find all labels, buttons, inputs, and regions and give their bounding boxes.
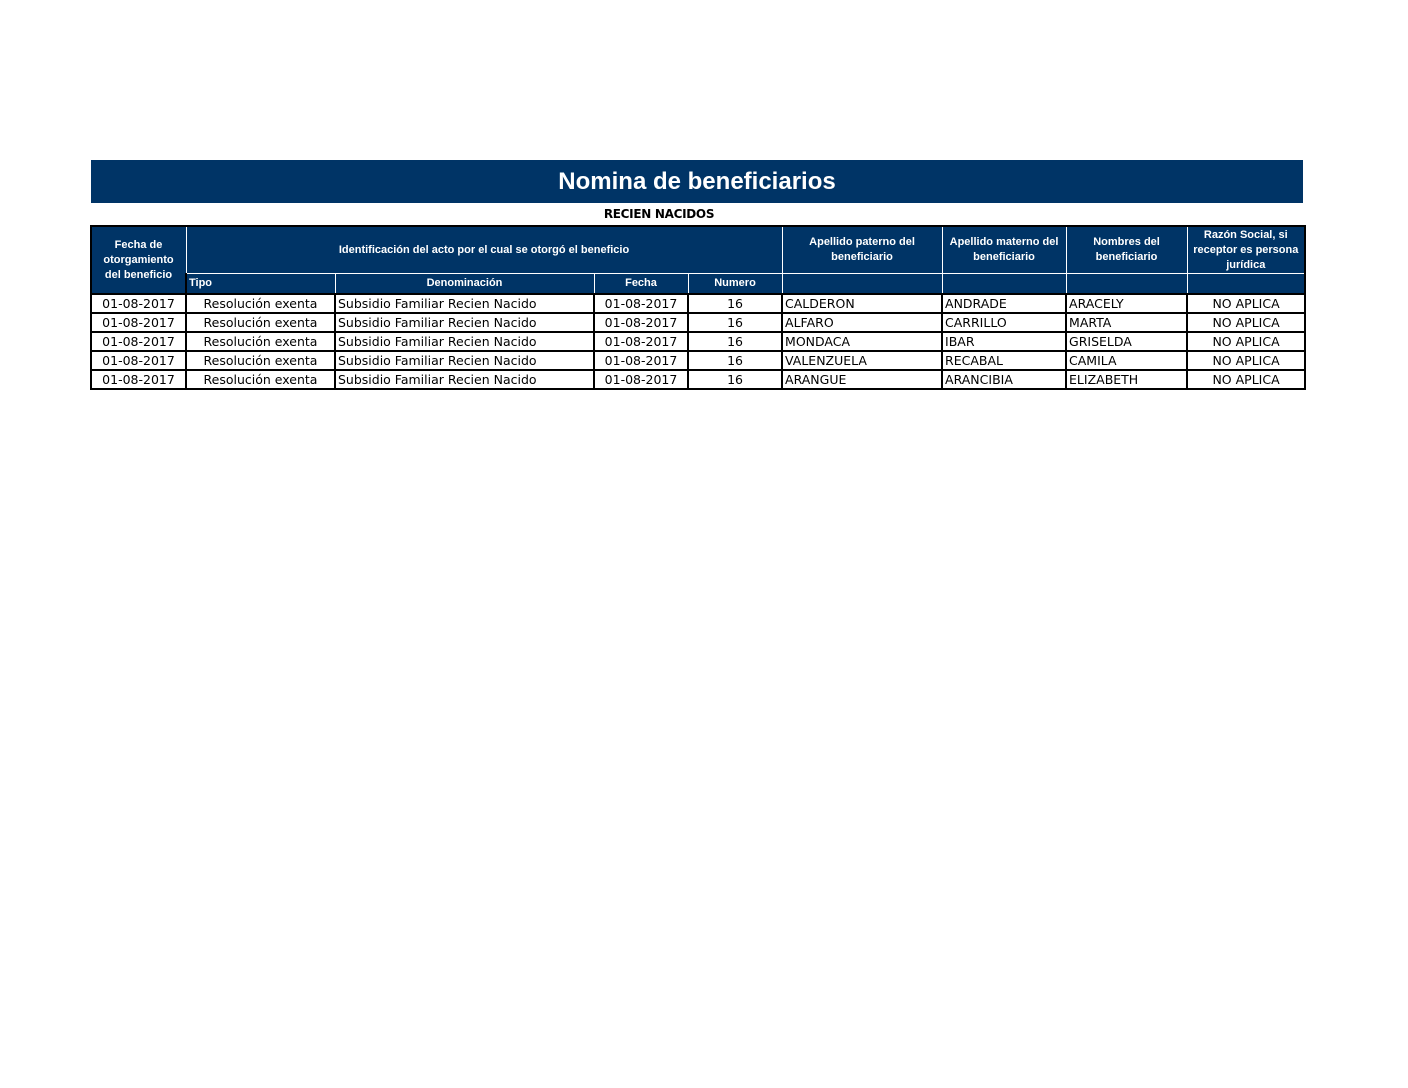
- subheader-empty: [942, 274, 1066, 295]
- subheader-empty: [782, 274, 942, 295]
- beneficiaries-table: [90, 225, 1306, 390]
- cell-razon-social: NO APLICA: [1187, 351, 1305, 370]
- header-row-sub: [91, 274, 1305, 295]
- cell-apellido-materno: ANDRADE: [942, 294, 1066, 313]
- cell-fecha-otorgamiento: 01-08-2017: [91, 351, 186, 370]
- cell-apellido-paterno: CALDERON: [782, 294, 942, 313]
- subheader-denominacion: Denominación: [335, 274, 594, 295]
- cell-apellido-materno: ARANCIBIA: [942, 370, 1066, 389]
- cell-nombres: MARTA: [1066, 313, 1187, 332]
- subheader-empty: [1187, 274, 1305, 295]
- cell-apellido-paterno: ARANGUE: [782, 370, 942, 389]
- header-apellido-materno: Apellido materno del beneficiario: [942, 226, 1066, 274]
- cell-fecha-otorgamiento: 01-08-2017: [91, 294, 186, 313]
- cell-razon-social: NO APLICA: [1187, 294, 1305, 313]
- cell-razon-social: NO APLICA: [1187, 370, 1305, 389]
- cell-tipo: Resolución exenta: [186, 294, 335, 313]
- cell-nombres: ARACELY: [1066, 294, 1187, 313]
- cell-numero: 16: [688, 313, 782, 332]
- cell-fecha: 01-08-2017: [594, 294, 688, 313]
- header-razon-social: Razón Social, si receptor es persona jurídica: [1187, 226, 1305, 274]
- cell-numero: 16: [688, 351, 782, 370]
- cell-fecha: 01-08-2017: [594, 332, 688, 351]
- cell-fecha-otorgamiento: 01-08-2017: [91, 332, 186, 351]
- table-row: [91, 294, 1305, 313]
- cell-fecha: 01-08-2017: [594, 370, 688, 389]
- cell-apellido-paterno: MONDACA: [782, 332, 942, 351]
- cell-denominacion: Subsidio Familiar Recien Nacido: [335, 294, 594, 313]
- subheader-fecha: Fecha: [594, 274, 688, 295]
- cell-razon-social: NO APLICA: [1187, 313, 1305, 332]
- cell-fecha-otorgamiento: 01-08-2017: [91, 370, 186, 389]
- cell-nombres: GRISELDA: [1066, 332, 1187, 351]
- table-row: [91, 332, 1305, 351]
- cell-apellido-paterno: VALENZUELA: [782, 351, 942, 370]
- cell-denominacion: Subsidio Familiar Recien Nacido: [335, 313, 594, 332]
- cell-nombres: ELIZABETH: [1066, 370, 1187, 389]
- subheader-tipo: Tipo: [186, 274, 335, 295]
- header-fecha-otorgamiento: Fecha de otorgamiento del beneficio: [91, 226, 186, 294]
- cell-apellido-paterno: ALFARO: [782, 313, 942, 332]
- cell-tipo: Resolución exenta: [186, 332, 335, 351]
- cell-apellido-materno: CARRILLO: [942, 313, 1066, 332]
- cell-tipo: Resolución exenta: [186, 313, 335, 332]
- cell-razon-social: NO APLICA: [1187, 332, 1305, 351]
- subheader-empty: [1066, 274, 1187, 295]
- table-row: [91, 313, 1305, 332]
- cell-fecha: 01-08-2017: [594, 351, 688, 370]
- page-title: Nomina de beneficiarios: [91, 160, 1303, 203]
- cell-tipo: Resolución exenta: [186, 370, 335, 389]
- cell-denominacion: Subsidio Familiar Recien Nacido: [335, 370, 594, 389]
- cell-fecha: 01-08-2017: [594, 313, 688, 332]
- cell-tipo: Resolución exenta: [186, 351, 335, 370]
- cell-denominacion: Subsidio Familiar Recien Nacido: [335, 332, 594, 351]
- header-row-main: [91, 226, 1305, 274]
- cell-numero: 16: [688, 370, 782, 389]
- cell-fecha-otorgamiento: 01-08-2017: [91, 313, 186, 332]
- table-row: [91, 351, 1305, 370]
- header-identificacion: Identificación del acto por el cual se otorgó el beneficio: [186, 226, 782, 274]
- cell-numero: 16: [688, 294, 782, 313]
- cell-denominacion: Subsidio Familiar Recien Nacido: [335, 351, 594, 370]
- cell-apellido-materno: IBAR: [942, 332, 1066, 351]
- section-subtitle: RECIEN NACIDOS: [603, 207, 715, 221]
- subheader-numero: Numero: [688, 274, 782, 295]
- cell-nombres: CAMILA: [1066, 351, 1187, 370]
- header-apellido-paterno: Apellido paterno del beneficiario: [782, 226, 942, 274]
- table-row: [91, 370, 1305, 389]
- header-nombres: Nombres del beneficiario: [1066, 226, 1187, 274]
- cell-apellido-materno: RECABAL: [942, 351, 1066, 370]
- cell-numero: 16: [688, 332, 782, 351]
